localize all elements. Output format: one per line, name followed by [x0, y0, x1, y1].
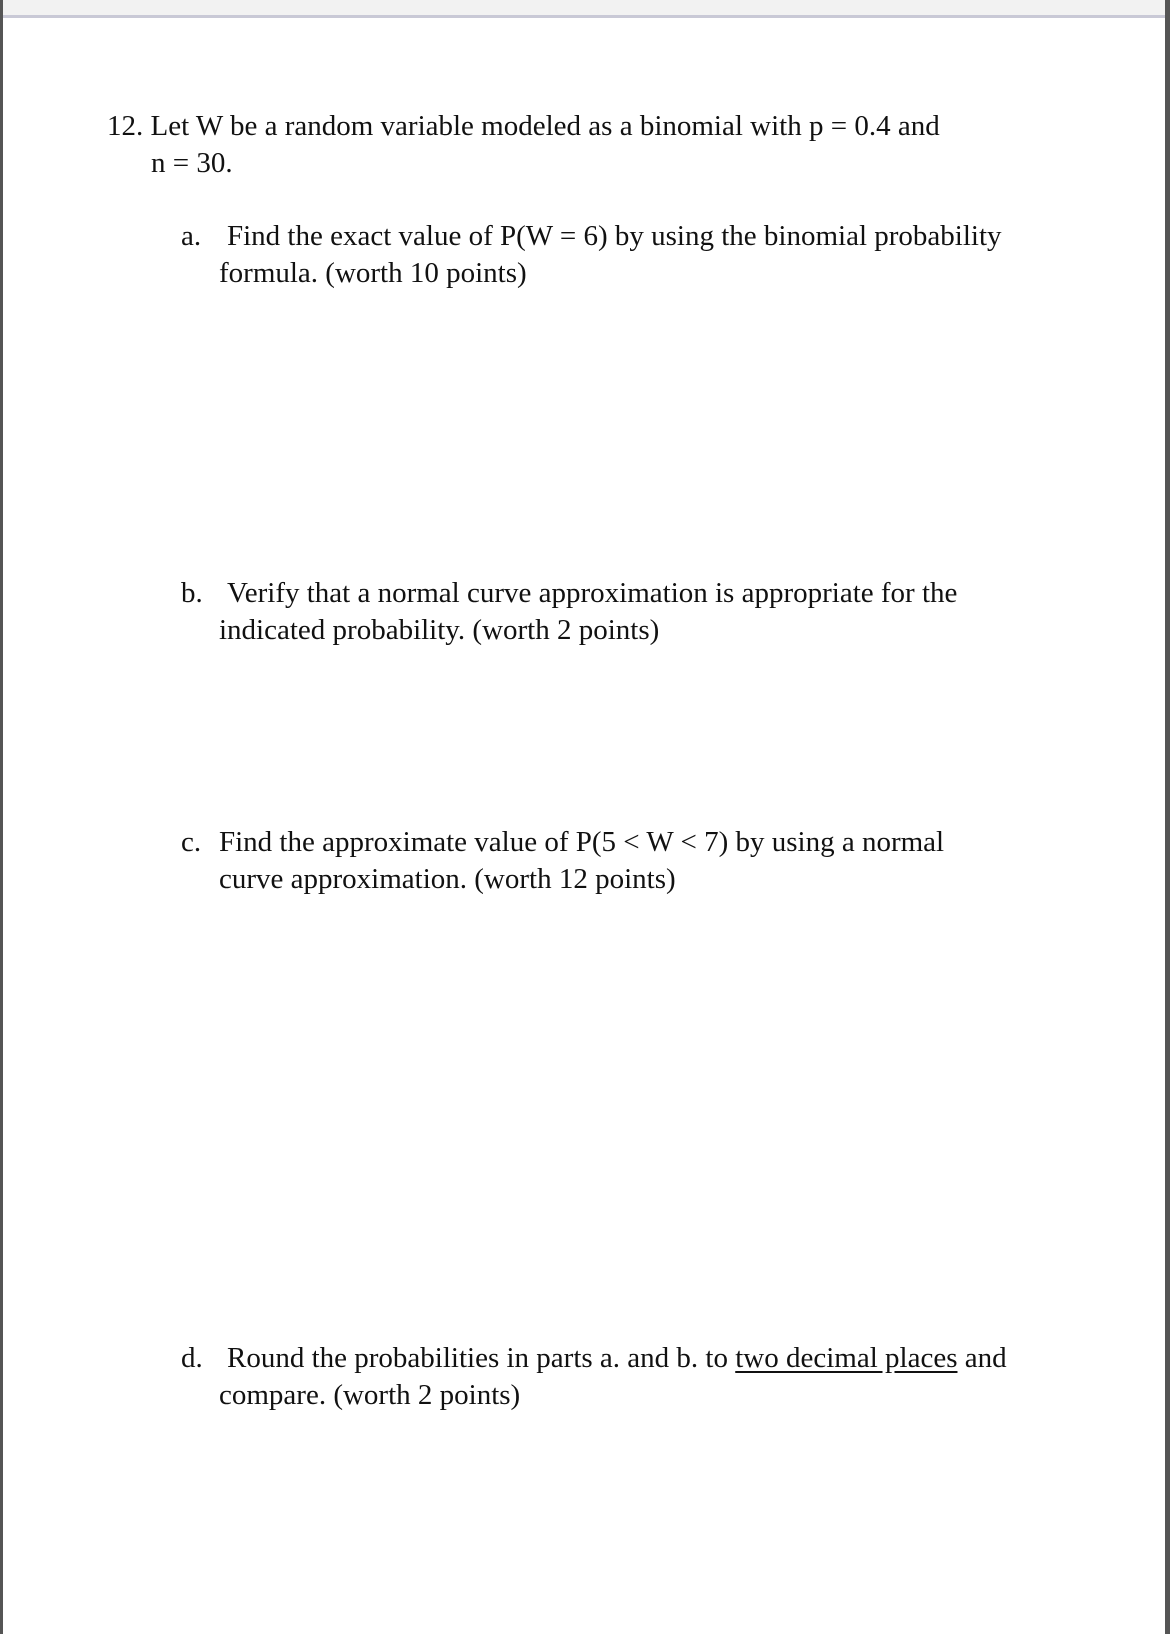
part-b	[181, 575, 957, 649]
part-d-underlined-text: two decimal places	[735, 1342, 958, 1374]
part-b-line-2: indicated probability. (worth 2 points)	[219, 614, 660, 646]
question-line-1: 12. Let W be a random variable modeled as a binomial with p = 0.4 and	[107, 110, 940, 142]
part-d-line-2: compare. (worth 2 points)	[219, 1379, 521, 1411]
part-c-line-1: Find the approximate value of P(5 < W < 7) by using a normal	[219, 826, 945, 858]
part-c-label: c.	[181, 826, 202, 858]
page-right-border	[1165, 0, 1170, 1634]
part-a-line-2: formula. (worth 10 points)	[219, 257, 527, 289]
part-d-line-1-pre: Round the probabilities in parts a. and b. to	[227, 1342, 736, 1374]
page-left-border	[0, 0, 3, 1634]
page-top-strip	[0, 0, 1170, 18]
part-a-label: a.	[181, 220, 202, 252]
part-a-line-1: Find the exact value of P(W = 6) by using the binomial probability	[227, 220, 1002, 252]
part-d	[181, 1340, 1007, 1414]
part-c	[181, 824, 944, 898]
part-d-line-1-post: and	[957, 1342, 1007, 1374]
question-line-2: n = 30.	[151, 147, 233, 179]
part-b-label: b.	[181, 577, 203, 609]
part-a	[181, 218, 1002, 292]
part-c-line-2: curve approximation. (worth 12 points)	[219, 863, 676, 895]
question-12	[107, 108, 940, 182]
part-b-line-1: Verify that a normal curve approximation is appropriate for the	[227, 577, 958, 609]
part-d-label: d.	[181, 1342, 203, 1374]
